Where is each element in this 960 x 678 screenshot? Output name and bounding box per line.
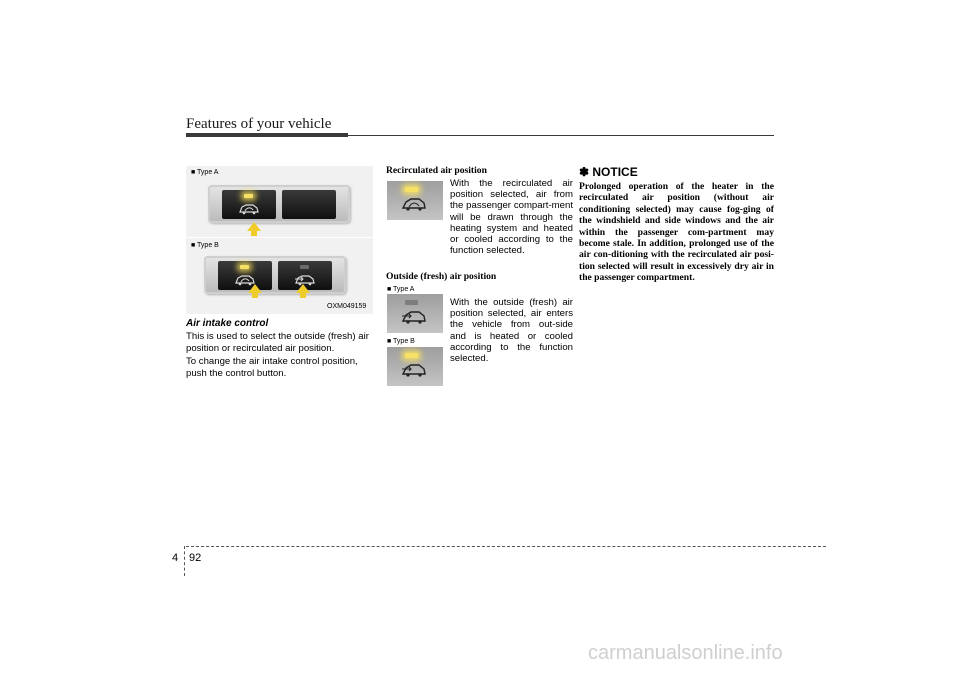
intro-paragraph: This is used to select the outside (fresh) air position or recirculated air position. <box>186 331 369 354</box>
footer-vertical-rule <box>184 546 185 576</box>
outside-air-description: With the outside (fresh) air position selected, air enters the vehicle from out-side and is heated or cooled according to the function selected. <box>450 297 573 365</box>
led-indicator-icon <box>405 353 418 358</box>
arrow-stem <box>251 230 257 236</box>
recirculated-description: With the recirculated air position selected, air from the passenger compart-ment will be drawn through the heating system and heated or cooled according to the function selected. <box>450 178 573 257</box>
type-a-blank-button <box>282 190 336 219</box>
header-rule-thick <box>186 133 348 137</box>
type-a-recirc-button <box>222 190 276 219</box>
watermark: carmanualsonline.info <box>588 642 783 664</box>
arrow-stem <box>252 292 258 298</box>
fresh-air-type-a-thumbnail <box>387 294 443 333</box>
instruction-paragraph: To change the air intake control position, push the control button. <box>186 356 358 379</box>
led-indicator-icon <box>240 265 249 269</box>
section-title: Air intake control <box>186 318 269 329</box>
notice-title: ✽ NOTICE <box>579 165 638 179</box>
notice-text: Prolonged operation of the heater in the recirculated air position (without air conditioning selected) may cause fog-ging of the windshield and side windows and the air within the passenger com-partment may become stale. In addition, prolonged use of the air con-ditioning with the recirculated air posi-tion selected will result in excessively dry air in the passenger compartment. <box>579 181 774 284</box>
figure-type-a-label: ■ Type A <box>191 169 219 176</box>
middle-type-b-label: ■ Type B <box>387 338 415 345</box>
middle-type-a-label: ■ Type A <box>387 286 415 293</box>
air-intake-figure <box>186 166 373 314</box>
recirculated-button-thumbnail <box>387 181 443 220</box>
figure-divider <box>186 237 373 238</box>
figure-code: OXM049159 <box>327 303 367 310</box>
led-indicator-icon <box>300 265 309 269</box>
type-b-control-panel <box>204 256 346 294</box>
fresh-air-car-icon <box>401 310 427 324</box>
recirculation-car-icon <box>238 203 260 215</box>
outside-air-heading: Outside (fresh) air position <box>386 271 497 282</box>
led-indicator-icon <box>244 194 253 198</box>
type-a-control-panel <box>208 185 350 223</box>
figure-type-b-label: ■ Type B <box>191 242 219 249</box>
led-indicator-icon <box>405 187 418 192</box>
recirculated-heading: Recirculated air position <box>386 165 487 176</box>
page-number: 92 <box>189 552 202 564</box>
fresh-air-type-b-thumbnail <box>387 347 443 386</box>
recirculation-car-icon <box>401 197 427 211</box>
led-indicator-icon <box>405 300 418 305</box>
page-header-title: Features of your vehicle <box>186 116 332 132</box>
chapter-number: 4 <box>172 552 179 564</box>
header-rule-thin <box>348 135 774 136</box>
type-b-recirc-button <box>218 261 272 290</box>
footer-rule <box>186 546 826 547</box>
fresh-air-car-icon <box>401 363 427 377</box>
arrow-stem <box>300 292 306 298</box>
